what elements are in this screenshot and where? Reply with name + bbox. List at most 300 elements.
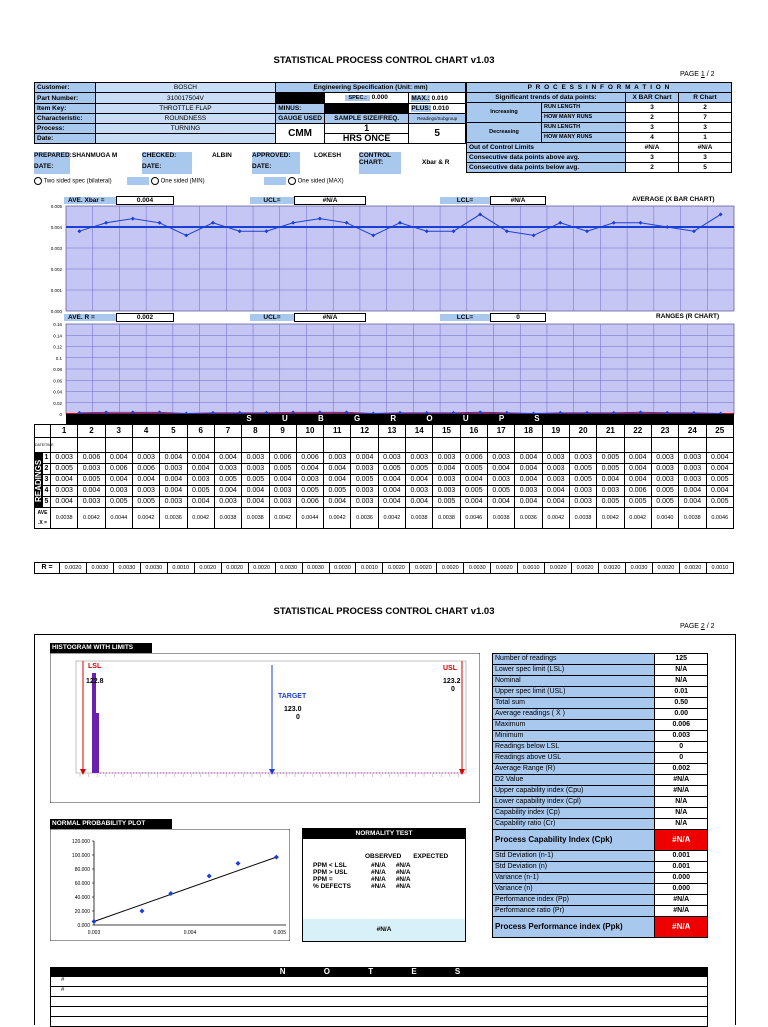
reading-cell[interactable]: 0.006 [624,486,651,497]
normality-row-value: #N/A [395,883,411,890]
reading-cell[interactable]: 0.004 [515,497,542,508]
r-ytick-label: 0.04 [53,389,62,395]
reading-cell[interactable]: 0.003 [351,486,378,497]
reading-cell[interactable]: 0.004 [214,486,241,497]
approved-label: APPROVED: [252,152,291,159]
reading-cell[interactable]: 0.003 [214,464,241,475]
normality-row-value: #N/A [395,876,411,883]
subgroup-col-header: 24 [679,425,706,438]
reading-cell[interactable]: 0.005 [651,486,678,497]
reading-cell[interactable]: 0.006 [296,497,323,508]
subgroup-col-header: 13 [378,425,405,438]
reading-cell[interactable]: 0.004 [160,486,187,497]
reading-cell[interactable]: 0.004 [624,464,651,475]
reading-cell[interactable]: 0.006 [78,453,105,464]
datetime-cell[interactable] [351,438,378,453]
process-info-title: P R O C E S S I N F O R M A T I O N [467,83,732,93]
gauge-value[interactable]: CMM [276,124,325,144]
subgroup-col-header: 8 [242,425,269,438]
stat-value: N/A [655,676,708,687]
stat-value: 0.000 [655,884,708,895]
reading-cell[interactable]: 0.003 [351,464,378,475]
r-cell: 0.0030 [113,563,140,574]
subgroup-col-header: 6 [187,425,214,438]
freq-value[interactable]: HRS ONCE [324,134,408,144]
dec-rl-r: 3 [679,123,732,133]
reading-cell[interactable]: 0.003 [78,464,105,475]
r-ucl-value: #N/A [294,313,366,322]
reading-cell[interactable]: 0.004 [105,475,132,486]
datetime-cell[interactable] [624,438,651,453]
r-cell: 0.0030 [302,563,329,574]
r-values-table [34,562,734,574]
reading-cell[interactable]: 0.004 [324,497,351,508]
stat-value: #N/A [655,786,708,797]
subgroup-col-header: 17 [488,425,515,438]
stat-label: Std Deviation (n) [493,862,655,873]
target-value2: 0 [296,714,300,721]
r-cell: 0.0020 [437,563,464,574]
reading-cell[interactable]: 0.005 [324,486,351,497]
dec-hm-r: 1 [679,133,732,143]
reading-cell[interactable]: 0.005 [624,497,651,508]
ooc-r: #N/A [679,143,732,153]
r-cell: 0.0020 [652,563,679,574]
npp-xtick-label: 0.005 [273,930,286,936]
note-line[interactable] [50,1017,708,1027]
ooc-label: Out of Control Limits [467,143,626,153]
reading-cell[interactable]: 0.004 [78,486,105,497]
reading-cell[interactable]: 0.005 [351,475,378,486]
reading-cell[interactable]: 0.003 [488,453,515,464]
note-line[interactable] [50,997,708,1007]
ave-x-cell: 0.0038 [679,508,706,529]
prepared-label: PREPARED: [34,152,72,159]
reading-cell[interactable]: 0.005 [378,464,405,475]
reading-cell[interactable]: 0.003 [679,453,706,464]
control-chart-value[interactable]: Xbar & R [422,159,450,166]
reading-cell[interactable]: 0.004 [378,475,405,486]
reading-cell[interactable]: 0.004 [105,453,132,464]
reading-cell[interactable]: 0.003 [433,475,460,486]
reading-cell[interactable]: 0.003 [488,475,515,486]
reading-cell[interactable]: 0.005 [569,464,596,475]
datetime-cell[interactable] [679,438,706,453]
normality-row-value: #N/A [371,883,386,890]
ave-x-cell: 0.0036 [515,508,542,529]
reading-cell[interactable]: 0.005 [706,475,734,486]
note-line[interactable]: # [50,977,708,987]
reading-cell[interactable]: 0.004 [51,475,78,486]
xbar-chart [30,204,736,314]
r-cell: 0.0020 [599,563,626,574]
prepared-date-label: DATE: [34,163,54,170]
stat-label: Total sum [493,698,655,709]
r-cell: 0.0020 [545,563,572,574]
above-x: 3 [626,153,679,163]
reading-cell[interactable]: 0.003 [515,486,542,497]
reading-cell[interactable]: 0.003 [105,486,132,497]
reading-cell[interactable]: 0.003 [132,486,159,497]
checked-value[interactable]: ALBIN [212,152,232,159]
datetime-cell[interactable] [597,438,624,453]
datetime-cell[interactable] [460,438,487,453]
max-value[interactable]: 0.010 [431,94,448,102]
normality-row-value: #N/A [371,876,386,883]
reading-cell[interactable]: 0.003 [378,453,405,464]
r-row-label: R = [35,563,60,574]
ave-x-cell: 0.0038 [433,508,460,529]
subgroup-col-header: 23 [651,425,678,438]
reading-cell[interactable]: 0.003 [351,497,378,508]
reading-cell[interactable]: 0.004 [324,475,351,486]
r-yticks [53,322,62,417]
note-line[interactable] [50,1007,708,1017]
radio-bilateral[interactable] [34,177,42,185]
r-cell: 0.0010 [356,563,383,574]
item-value[interactable]: THROTTLE FLAP [95,104,276,114]
spec-black [276,93,325,104]
spec-value[interactable]: 0.000 [371,94,388,101]
reading-cell[interactable]: 0.003 [433,486,460,497]
reading-cell[interactable]: 0.004 [160,475,187,486]
radio-max[interactable] [288,177,296,185]
reading-cell[interactable]: 0.004 [269,475,296,486]
npp-ytick-label: 20.000 [74,909,90,915]
reading-cell[interactable]: 0.005 [132,497,159,508]
reading-cell[interactable]: 0.003 [187,475,214,486]
readings-label: Readings/Subgroup [409,114,466,124]
reading-cell[interactable]: 0.003 [242,464,269,475]
datetime-cell[interactable] [51,438,78,453]
inc-how-many-label: HOW MANY RUNS [542,113,626,123]
reading-cell[interactable]: 0.005 [269,464,296,475]
datetime-cell[interactable] [160,438,187,453]
r-ucl-group [250,313,366,322]
decreasing-label: Decreasing [467,123,542,143]
reading-cell[interactable]: 0.003 [569,497,596,508]
header-table [34,82,466,144]
opt3-label: One sided (MAX) [297,178,344,185]
page-num: 1 [700,71,705,78]
reading-cell[interactable]: 0.004 [214,453,241,464]
datetime-cell[interactable] [542,438,569,453]
reading-cell[interactable]: 0.005 [597,497,624,508]
reading-cell[interactable]: 0.003 [160,497,187,508]
increasing-label: Increasing [467,103,542,123]
opt1-label: Two sided spec (bilateral) [43,178,112,185]
reading-cell[interactable]: 0.003 [242,453,269,464]
reading-cell[interactable]: 0.004 [679,497,706,508]
subgroup-corner [35,425,51,438]
normality-result: #N/A [303,919,465,941]
reading-cell[interactable]: 0.003 [78,497,105,508]
r-cell: 0.0020 [248,563,275,574]
checked-block [142,152,192,174]
reading-cell[interactable]: 0.006 [296,453,323,464]
subgroup-col-header: 18 [515,425,542,438]
r-ave-value: 0.002 [116,313,174,322]
datetime-cell[interactable] [515,438,542,453]
reading-cell[interactable]: 0.003 [542,475,569,486]
r-ytick-label: 0.12 [53,344,62,350]
reading-cell[interactable]: 0.004 [460,497,487,508]
reading-cell[interactable]: 0.004 [160,453,187,464]
datetime-cell[interactable] [132,438,159,453]
reading-cell[interactable]: 0.004 [542,497,569,508]
r-lcl-group [440,313,546,322]
page-title: STATISTICAL PROCESS CONTROL CHART v1.03 [273,55,495,66]
npp-ytick-label: 40.000 [74,895,90,901]
datetime-cell[interactable] [324,438,351,453]
xbar-yticks [51,204,63,314]
dec-hm-x: 4 [626,133,679,143]
reading-cell[interactable]: 0.005 [214,475,241,486]
process-value[interactable]: TURNING [95,124,276,134]
reading-cell[interactable]: 0.003 [160,464,187,475]
stat-label: Minimum [493,731,655,742]
datetime-cell[interactable] [706,438,734,453]
below-x: 2 [626,163,679,173]
datetime-cell[interactable] [378,438,405,453]
minus-label: MINUS: [276,104,325,114]
r-ave-group [64,313,174,322]
reading-cell[interactable]: 0.003 [651,464,678,475]
reading-cell[interactable]: 0.005 [433,497,460,508]
reading-cell[interactable]: 0.003 [406,486,433,497]
reading-cell[interactable]: 0.005 [406,464,433,475]
reading-cell[interactable]: 0.003 [214,497,241,508]
prepared-block [34,152,70,174]
reading-cell[interactable]: 0.004 [242,497,269,508]
r-ucl-label: UCL= [250,314,294,321]
histogram-title: HISTOGRAM WITH LIMITS [50,643,152,653]
reading-cell[interactable]: 0.003 [406,453,433,464]
r-cell: 0.0030 [140,563,167,574]
char-value[interactable]: ROUNDNESS [95,114,276,124]
reading-cell[interactable]: 0.004 [433,464,460,475]
ave-x-cell: 0.0044 [296,508,323,529]
reading-cell[interactable]: 0.004 [706,486,734,497]
stat-label: Variance (n-1) [493,873,655,884]
reading-cell[interactable]: 0.003 [597,486,624,497]
page2-label: PAGE [680,623,699,630]
xbar-col-label: X BAR Chart [626,93,679,103]
reading-cell[interactable]: 0.004 [378,486,405,497]
dec-run-length-label: RUN LENGTH [542,123,626,133]
reading-cell[interactable]: 0.004 [187,464,214,475]
reading-cell[interactable]: 0.004 [706,453,734,464]
dec-rl-x: 3 [626,123,679,133]
reading-cell[interactable]: 0.004 [542,486,569,497]
sample-label: SAMPLE SIZE/FREQ. [324,114,408,124]
part-value[interactable]: 310017504V [95,93,276,104]
reading-cell[interactable]: 0.004 [624,475,651,486]
inc-rl-x: 3 [626,103,679,113]
datetime-cell[interactable] [242,438,269,453]
reading-cell[interactable]: 0.004 [51,497,78,508]
stat-label: Readings above USL [493,753,655,764]
reading-cell[interactable]: 0.003 [569,486,596,497]
approved-block [252,152,300,174]
npp-ytick-label: 80.000 [74,867,90,873]
reading-cell[interactable]: 0.006 [132,464,159,475]
ave-x-cell: 0.0038 [406,508,433,529]
xbar-ave-label: AVE. Xbar = [64,197,116,204]
subgroup-col-header: 2 [78,425,105,438]
page2-number [680,623,715,630]
reading-cell[interactable]: 0.004 [460,475,487,486]
reading-cell[interactable]: 0.003 [542,453,569,464]
datetime-cell[interactable] [78,438,105,453]
ave-x-cell: 0.0042 [324,508,351,529]
reading-cell[interactable]: 0.004 [406,475,433,486]
reading-cell[interactable]: 0.004 [679,486,706,497]
subgroup-col-header: 3 [105,425,132,438]
plus-value[interactable]: 0.010 [432,105,449,112]
part-label: Part Number: [35,93,96,104]
stat-label: Maximum [493,720,655,731]
ave-x-cell: 0.0038 [51,508,78,529]
reading-cell[interactable]: 0.005 [78,475,105,486]
reading-cell[interactable]: 0.006 [105,464,132,475]
stat-label: Number of readings [493,654,655,665]
reading-cell[interactable]: 0.006 [269,453,296,464]
reading-cell[interactable]: 0.004 [351,453,378,464]
reading-cell[interactable]: 0.005 [569,475,596,486]
r-cell: 0.0030 [275,563,302,574]
r-ytick-label: 0.06 [53,378,62,384]
reading-cell[interactable]: 0.005 [488,486,515,497]
reading-cell[interactable]: 0.004 [597,475,624,486]
stat-label: Std Deviation (n-1) [493,851,655,862]
reading-cell[interactable]: 0.004 [378,497,405,508]
reading-cell[interactable]: 0.003 [679,475,706,486]
checked-date-label: DATE: [142,163,162,170]
reading-cell[interactable]: 0.003 [51,486,78,497]
reading-cell[interactable]: 0.003 [269,497,296,508]
above-r: 3 [679,153,732,163]
stat-label: Performance index (Pp) [493,895,655,906]
reading-cell[interactable]: 0.003 [679,464,706,475]
datetime-cell[interactable] [406,438,433,453]
option-row [34,177,344,185]
xbar-ucl-value: #N/A [294,196,366,205]
reading-cell[interactable]: 0.006 [460,453,487,464]
reading-cell[interactable]: 0.005 [296,486,323,497]
reading-cell[interactable]: 0.004 [706,464,734,475]
expected-label: EXPECTED [413,853,449,860]
subgroup-col-header: 7 [214,425,241,438]
datetime-cell[interactable] [269,438,296,453]
reading-cell[interactable]: 0.003 [132,453,159,464]
reading-cell[interactable]: 0.005 [187,486,214,497]
ave-x-cell: 0.0036 [351,508,378,529]
reading-cell[interactable]: 0.004 [488,497,515,508]
reading-cell[interactable]: 0.005 [460,486,487,497]
reading-cell[interactable]: 0.003 [51,453,78,464]
datetime-cell[interactable] [651,438,678,453]
datetime-cell[interactable] [296,438,323,453]
r-cell: 0.0020 [679,563,706,574]
inc-hm-r: 7 [679,113,732,123]
reading-cell[interactable]: 0.003 [651,453,678,464]
normality-header [303,853,465,860]
date-label: Date: [35,134,96,144]
reading-cell[interactable]: 0.004 [187,497,214,508]
ave-x-cell: 0.0046 [706,508,734,529]
reading-cell[interactable]: 0.005 [105,497,132,508]
r-ytick-label: 0 [59,412,62,417]
reading-cell[interactable]: 0.004 [624,453,651,464]
note-line[interactable]: # [50,987,708,997]
reading-cell[interactable]: 0.004 [242,486,269,497]
subgroup-col-header: 11 [324,425,351,438]
reading-cell[interactable]: 0.004 [515,475,542,486]
stat-value: #N/A [655,775,708,786]
reading-cell[interactable]: 0.003 [651,475,678,486]
reading-cell[interactable]: 0.004 [132,475,159,486]
reading-cell[interactable]: 0.004 [324,464,351,475]
reading-cell[interactable]: 0.004 [515,453,542,464]
radio-min[interactable] [151,177,159,185]
page-number [680,71,715,78]
npp-xtick-label: 0.003 [87,930,101,936]
stat-value: 0.001 [655,862,708,873]
inc-run-length-label: RUN LENGTH [542,103,626,113]
approved-value[interactable]: LOKESH [314,152,342,159]
xbar-ytick-label: 0.002 [50,267,62,272]
reading-cell[interactable]: 0.003 [569,453,596,464]
reading-cell[interactable]: 0.003 [324,453,351,464]
npp-chart [50,829,290,941]
max-label: MAX.: [411,94,430,102]
normality-row-value: #N/A [371,862,386,869]
datetime-cell[interactable] [105,438,132,453]
reading-cell[interactable]: 0.004 [187,453,214,464]
reading-cell[interactable]: 0.003 [433,453,460,464]
r-ytick-label: 0.1 [55,355,62,361]
reading-cell[interactable]: 0.005 [51,464,78,475]
customer-value[interactable]: BOSCH [95,83,276,93]
reading-cell[interactable]: 0.003 [269,486,296,497]
ave-x-cell: 0.0040 [651,508,678,529]
reading-cell[interactable]: 0.004 [406,497,433,508]
reading-cell[interactable]: 0.004 [296,464,323,475]
below-r: 5 [679,163,732,173]
readings-value[interactable]: 5 [409,124,466,144]
reading-cell[interactable]: 0.004 [488,464,515,475]
sample-size-value[interactable]: 1 [324,124,408,134]
date-value[interactable] [95,134,276,144]
normality-title: NORMALITY TEST [303,829,465,839]
reading-cell[interactable]: 0.005 [597,464,624,475]
datetime-cell[interactable] [187,438,214,453]
reading-cell[interactable]: 0.005 [460,464,487,475]
reading-cell[interactable]: 0.005 [651,497,678,508]
prepared-value[interactable]: SHANMUGA M [72,152,118,159]
reading-cell[interactable]: 0.005 [242,475,269,486]
reading-cell[interactable]: 0.003 [542,464,569,475]
reading-cell[interactable]: 0.005 [706,497,734,508]
reading-cell[interactable]: 0.003 [296,475,323,486]
datetime-cell[interactable] [214,438,241,453]
reading-cell[interactable]: 0.004 [515,464,542,475]
datetime-cell[interactable] [433,438,460,453]
datetime-cell[interactable] [488,438,515,453]
reading-cell[interactable]: 0.005 [597,453,624,464]
datetime-cell[interactable] [569,438,596,453]
